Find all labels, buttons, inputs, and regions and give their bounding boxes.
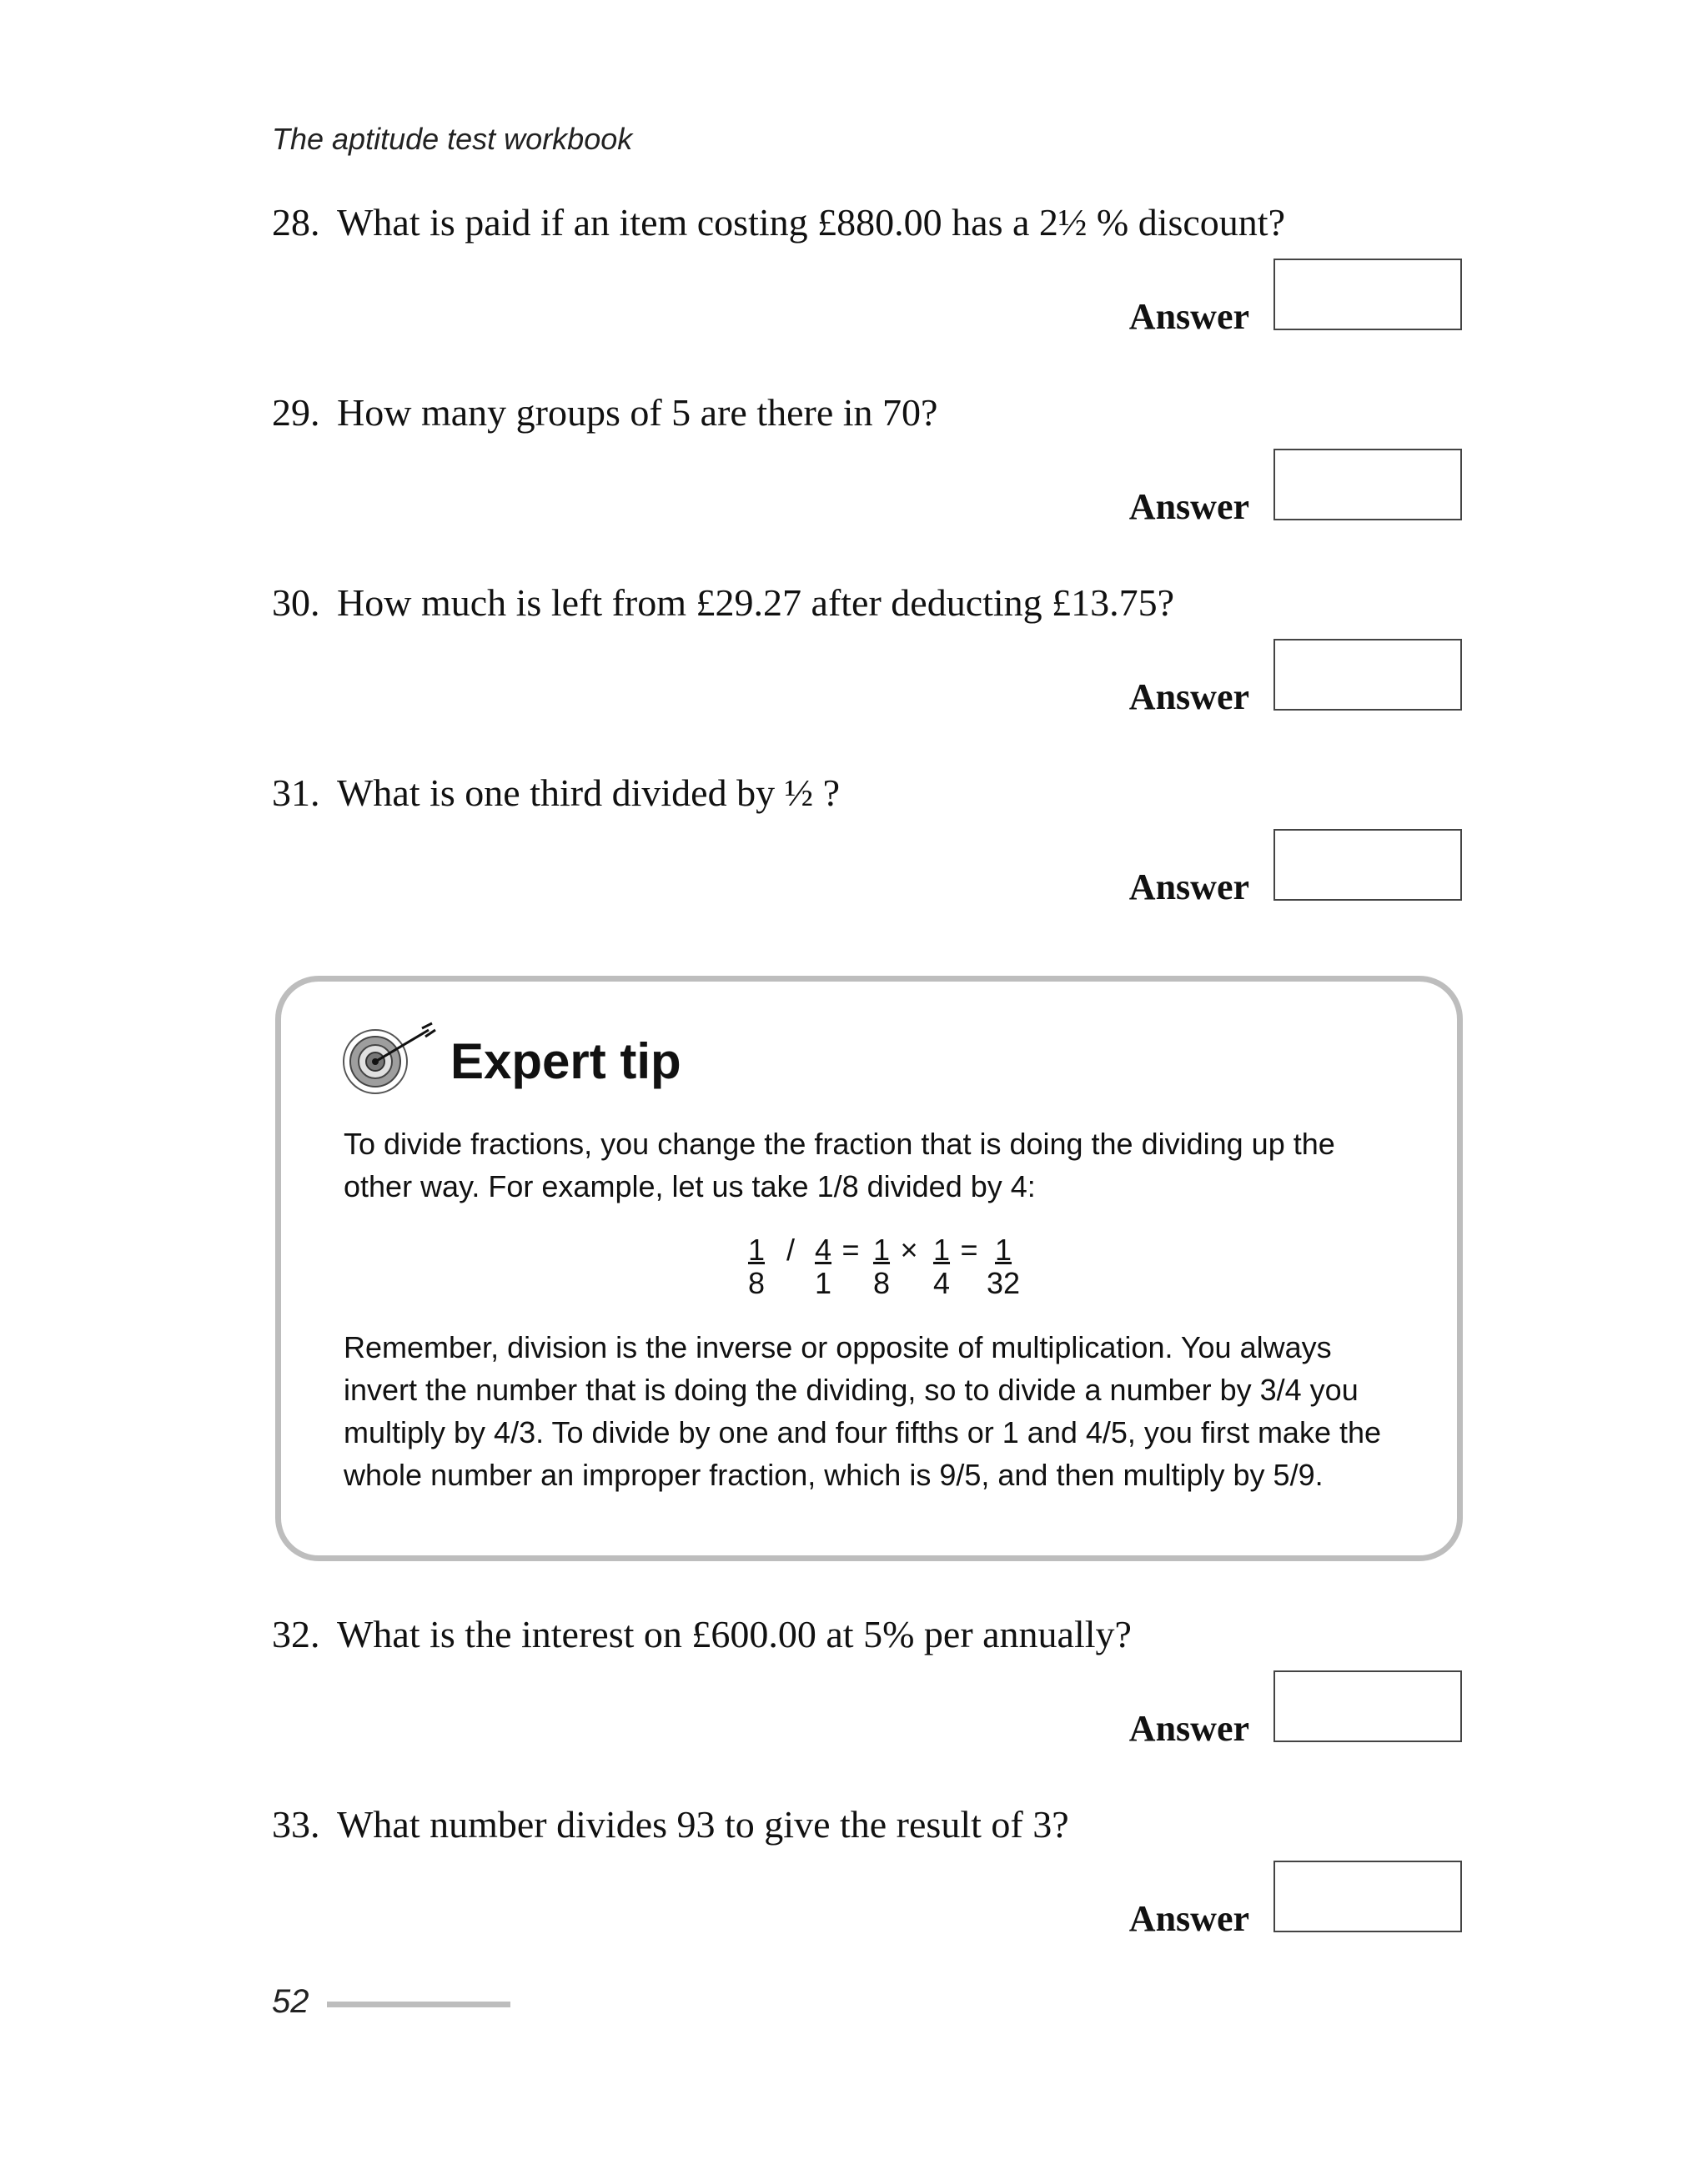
fraction-denominator: 8 [747,1266,766,1300]
equals-operator: = [960,1233,978,1267]
question-29 [272,390,937,435]
tip-paragraph-2: Remember, division is the inverse or opposite of multiplication. You always invert the number that is doing the dividing, so to divide a number by 3/4 you multiply by 4/3. To divide by one and four fifths or 1 and 4/5, you first make the whole number an improper fraction, which is 9/5, and then multiply by 5/9. [344,1330,1382,1492]
fraction-denominator: 4 [932,1266,951,1300]
question-number: 28. [272,201,320,244]
running-header: The aptitude test workbook [272,122,633,156]
footer-rule [327,2002,510,2007]
fraction-numerator: 4 [814,1233,832,1267]
question-number: 29. [272,391,320,434]
question-text: How many groups of 5 are there in 70? [337,391,938,434]
fraction-denominator: 8 [872,1266,891,1300]
question-number: 30. [272,581,320,624]
question-32 [272,1612,1132,1656]
question-number: 33. [272,1803,320,1846]
answer-box-28[interactable] [1273,259,1462,330]
fraction-denominator: 1 [814,1266,832,1300]
answer-label-29: Answer [1128,486,1249,527]
question-text: What is paid if an item costing £880.00 has a 2½ % discount? [337,201,1285,244]
answer-box-29[interactable] [1273,449,1462,520]
fraction-numerator: 1 [932,1233,951,1267]
answer-label-33: Answer [1128,1898,1249,1939]
question-number: 32. [272,1613,320,1655]
divide-operator: / [786,1233,795,1267]
question-30 [272,580,1174,625]
answer-label-30: Answer [1128,676,1249,717]
answer-box-31[interactable] [1273,829,1462,901]
question-number: 31. [272,771,320,814]
answer-label-32: Answer [1128,1708,1249,1749]
fraction-numerator: 1 [872,1233,891,1267]
equals-operator: = [841,1233,860,1267]
tip-title: Expert tip [450,1033,681,1089]
answer-box-33[interactable] [1273,1861,1462,1932]
question-28 [272,200,1285,244]
answer-box-30[interactable] [1273,639,1462,711]
answer-box-32[interactable] [1273,1670,1462,1742]
multiply-operator: × [900,1233,918,1267]
page-number: 52 [272,1983,309,2020]
fraction-numerator: 1 [994,1233,1012,1267]
question-31 [272,771,840,815]
tip-paragraph-1: To divide fractions, you change the fraction that is doing the dividing up the other way. For example, let us take 1/8 divided by 4: [344,1127,1335,1203]
target-arrow-icon [340,1022,440,1097]
question-text: What is one third divided by ½ ? [337,771,840,814]
fraction-denominator: 32 [986,1266,1021,1300]
question-text: What number divides 93 to give the result of 3? [337,1803,1069,1846]
question-text: How much is left from £29.27 after deducting £13.75? [337,581,1175,624]
answer-label-28: Answer [1128,296,1249,337]
answer-label-31: Answer [1128,866,1249,907]
fraction-numerator: 1 [747,1233,766,1267]
question-33 [272,1802,1069,1846]
question-text: What is the interest on £600.00 at 5% per annually? [337,1613,1132,1655]
